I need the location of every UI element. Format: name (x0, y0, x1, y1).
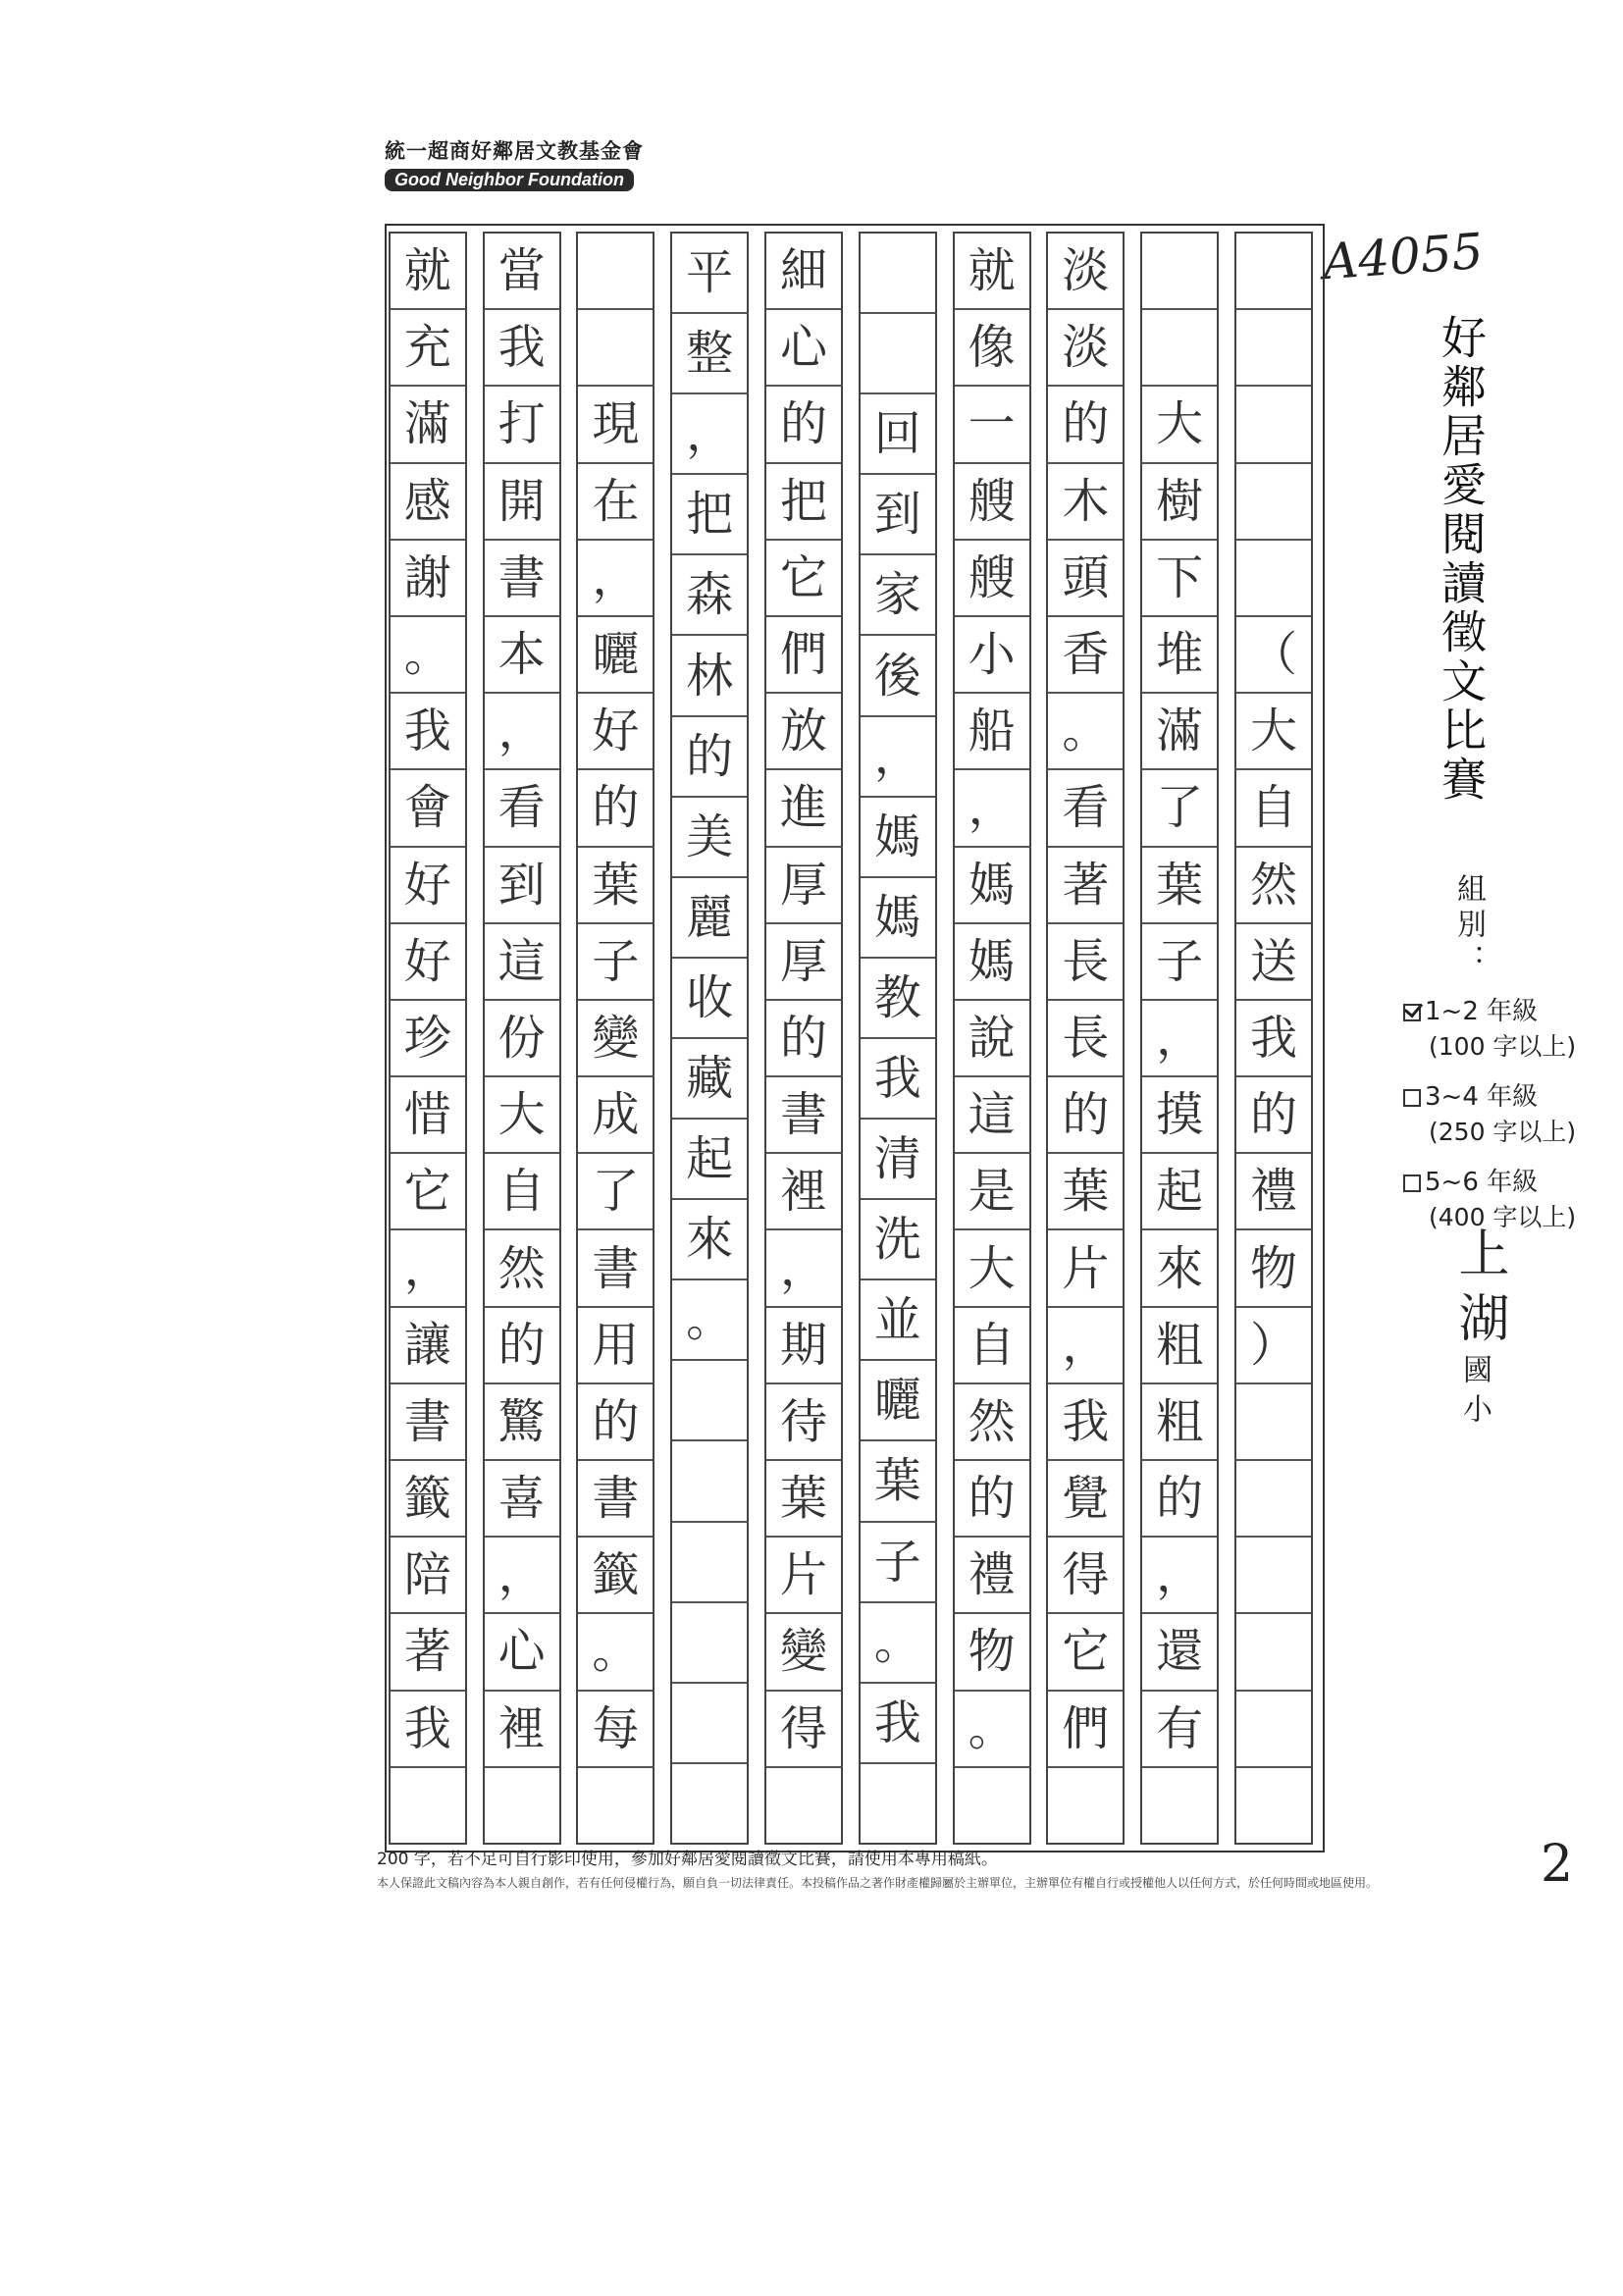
checkbox-icon (1403, 1004, 1421, 1021)
grid-cell: 書 (391, 1384, 465, 1461)
grid-cell: ， (766, 1230, 841, 1307)
grid-cell: 份 (485, 1001, 559, 1077)
grid-cell: 讓 (391, 1308, 465, 1384)
grid-cell (861, 1764, 935, 1843)
grid-cell: 開 (485, 464, 559, 541)
grid-column (859, 232, 937, 1845)
grid-cell (1236, 1768, 1311, 1843)
grid-column (483, 232, 561, 1845)
grid-cell: 送 (1236, 924, 1311, 1001)
grid-cell: 籤 (578, 1538, 653, 1614)
grid-cell: 長 (1048, 924, 1123, 1001)
grid-cell: 覺 (1048, 1461, 1123, 1538)
grid-cell: 裡 (766, 1154, 841, 1230)
grid-cell: 葉 (578, 848, 653, 924)
grid-cell: 自 (485, 1154, 559, 1230)
grid-cell: 謝 (391, 541, 465, 617)
grid-column (1046, 232, 1125, 1845)
grid-cell: 林 (672, 636, 747, 716)
grid-cell (672, 1684, 747, 1764)
grid-cell: 它 (391, 1154, 465, 1230)
grid-cell: 然 (1236, 848, 1311, 924)
grid-cell: 粗 (1142, 1384, 1217, 1461)
grid-cell: 媽 (861, 878, 935, 959)
grid-cell: 得 (766, 1692, 841, 1768)
grid-cell: 打 (485, 387, 559, 463)
grid-cell: 片 (1048, 1230, 1123, 1307)
grid-cell: 一 (955, 387, 1029, 463)
grid-cell: 現 (578, 387, 653, 463)
grade-options (1403, 991, 1599, 1247)
grid-cell: 我 (391, 1692, 465, 1768)
grid-column (764, 232, 843, 1845)
grid-cell: 心 (766, 310, 841, 387)
grid-cell (1236, 234, 1311, 310)
grid-cell: 大 (1142, 387, 1217, 463)
grid-cell: 自 (1236, 770, 1311, 847)
grid-cell: 美 (672, 798, 747, 878)
grid-cell: ， (1142, 1538, 1217, 1614)
grid-cell: 驚 (485, 1384, 559, 1461)
grid-cell: 來 (672, 1200, 747, 1280)
grid-cell: 變 (578, 1001, 653, 1077)
grid-cell: 回 (861, 394, 935, 475)
grid-cell (1236, 1384, 1311, 1461)
grid-column (576, 232, 654, 1845)
grid-cell: 洗 (861, 1200, 935, 1280)
grid-cell: 書 (485, 541, 559, 617)
grid-cell: 物 (1236, 1230, 1311, 1307)
grid-cell: 的 (1048, 387, 1123, 463)
grid-cell: 淡 (1048, 310, 1123, 387)
grid-cell: 我 (861, 1684, 935, 1764)
grid-cell: 媽 (861, 798, 935, 878)
grid-cell: 厚 (766, 848, 841, 924)
grid-cell: 清 (861, 1120, 935, 1200)
grade-label: 1~2 年級 (1425, 997, 1539, 1026)
grid-cell: 把 (766, 464, 841, 541)
grid-cell: 好 (391, 848, 465, 924)
grid-cell (766, 1768, 841, 1843)
grid-cell: 到 (861, 475, 935, 555)
grid-cell: 我 (1048, 1384, 1123, 1461)
grid-column (953, 232, 1031, 1845)
grid-cell: 裡 (485, 1692, 559, 1768)
grid-cell: 厚 (766, 924, 841, 1001)
grid-cell: 這 (485, 924, 559, 1001)
grid-cell: 有 (1142, 1692, 1217, 1768)
grade-note: (400 字以上) (1429, 1203, 1577, 1231)
grid-cell: 把 (672, 475, 747, 555)
grade-option-1-2 (1403, 991, 1599, 1063)
grid-cell: 在 (578, 464, 653, 541)
grid-cell (1142, 1768, 1217, 1843)
grid-cell (391, 1768, 465, 1843)
grid-cell (578, 310, 653, 387)
grid-cell: ， (672, 394, 747, 475)
grid-cell: ， (578, 541, 653, 617)
grid-cell: ， (391, 1230, 465, 1307)
grid-cell: 片 (766, 1538, 841, 1614)
grid-cell: 是 (955, 1154, 1029, 1230)
contest-title: 好鄰居愛閱讀徵文比賽 (1435, 314, 1488, 805)
grid-cell: 木 (1048, 464, 1123, 541)
grid-cell: 大 (485, 1077, 559, 1154)
checkbox-icon (1403, 1089, 1421, 1107)
grid-cell (1236, 1692, 1311, 1768)
grid-cell: 葉 (861, 1441, 935, 1522)
grid-cell (578, 234, 653, 310)
grid-cell: 珍 (391, 1001, 465, 1077)
grid-cell: 的 (1142, 1461, 1217, 1538)
grid-cell (672, 1361, 747, 1441)
grid-cell: 然 (955, 1384, 1029, 1461)
grid-cell: 自 (955, 1308, 1029, 1384)
grid-column (1140, 232, 1219, 1845)
grid-cell: （ (1236, 617, 1311, 694)
grid-cell (1236, 1538, 1311, 1614)
grid-cell: 當 (485, 234, 559, 310)
grid-cell: 葉 (1142, 848, 1217, 924)
grid-cell: 我 (391, 694, 465, 770)
grid-cell: 子 (861, 1523, 935, 1603)
entry-id: A4055 (1321, 222, 1486, 291)
grid-cell: 本 (485, 617, 559, 694)
grid-cell: 香 (1048, 617, 1123, 694)
grid-cell: 來 (1142, 1230, 1217, 1307)
footer-note: 200 字，若不足可自行影印使用，參加好鄰居愛閱讀徵文比賽，請使用本專用稿紙。 (377, 1850, 998, 1869)
grade-label: 3~4 年級 (1425, 1082, 1539, 1112)
grid-cell: 然 (485, 1230, 559, 1307)
grid-cell: 著 (1048, 848, 1123, 924)
grid-cell: 細 (766, 234, 841, 310)
grid-cell: 葉 (1048, 1154, 1123, 1230)
grid-cell: 我 (861, 1039, 935, 1120)
foundation-name-zh: 統一超商好鄰居文教基金會 (385, 139, 644, 163)
grid-cell: 小 (955, 617, 1029, 694)
grid-cell: 。 (1048, 694, 1123, 770)
grid-cell: 禮 (955, 1538, 1029, 1614)
grid-cell: 媽 (955, 924, 1029, 1001)
grid-cell: 我 (1236, 1001, 1311, 1077)
grid-cell: 它 (1048, 1614, 1123, 1691)
grid-cell (1048, 1768, 1123, 1843)
grid-cell (861, 314, 935, 394)
grid-cell: 子 (578, 924, 653, 1001)
grid-cell: 堆 (1142, 617, 1217, 694)
grid-cell: 艘 (955, 541, 1029, 617)
manuscript-grid (385, 224, 1325, 1852)
grid-cell: 了 (1142, 770, 1217, 847)
grid-cell: 大 (955, 1230, 1029, 1307)
grid-cell: 下 (1142, 541, 1217, 617)
grid-cell: 到 (485, 848, 559, 924)
grid-cell (672, 1764, 747, 1843)
grid-column (670, 232, 749, 1845)
grid-cell: 變 (766, 1614, 841, 1691)
grid-cell: 說 (955, 1001, 1029, 1077)
grid-cell: ， (1048, 1308, 1123, 1384)
grid-column (389, 232, 467, 1845)
grid-cell: 麗 (672, 878, 747, 959)
grid-cell: 的 (955, 1461, 1029, 1538)
grade-label: 5~6 年級 (1425, 1168, 1539, 1197)
grid-cell: 們 (1048, 1692, 1123, 1768)
grid-cell: 書 (766, 1077, 841, 1154)
grid-cell: 起 (1142, 1154, 1217, 1230)
grid-cell: 陪 (391, 1538, 465, 1614)
grid-cell: 子 (1142, 924, 1217, 1001)
grid-cell: 用 (578, 1308, 653, 1384)
grid-cell: 充 (391, 310, 465, 387)
grid-cell: 籤 (391, 1461, 465, 1538)
group-label: 組別： (1451, 873, 1486, 979)
grid-cell: 像 (955, 310, 1029, 387)
grade-note: (250 字以上) (1429, 1118, 1577, 1146)
grid-cell: 媽 (955, 848, 1029, 924)
grid-cell (578, 1768, 653, 1843)
foundation-logo (385, 135, 659, 191)
grid-cell: 艘 (955, 464, 1029, 541)
grade-option-3-4 (1403, 1076, 1599, 1148)
grid-cell: 心 (485, 1614, 559, 1691)
grid-cell: 還 (1142, 1614, 1217, 1691)
grid-cell: 樹 (1142, 464, 1217, 541)
grid-cell: 起 (672, 1120, 747, 1200)
grid-cell: 待 (766, 1384, 841, 1461)
grid-cell: 感 (391, 464, 465, 541)
grid-cell (1236, 541, 1311, 617)
grid-cell: 物 (955, 1614, 1029, 1691)
grid-cell: 看 (1048, 770, 1123, 847)
grid-cell: 的 (1048, 1077, 1123, 1154)
grid-cell: 這 (955, 1077, 1029, 1154)
grid-cell: 喜 (485, 1461, 559, 1538)
grid-cell: 期 (766, 1308, 841, 1384)
grid-cell: 我 (485, 310, 559, 387)
grid-cell: 森 (672, 555, 747, 636)
grid-cell: 它 (766, 541, 841, 617)
grid-cell: 惜 (391, 1077, 465, 1154)
grid-cell: 曬 (861, 1361, 935, 1441)
grid-cell (1236, 1461, 1311, 1538)
grid-cell: ， (485, 694, 559, 770)
grid-cell: 。 (391, 617, 465, 694)
school-name: 上湖 (1449, 1226, 1508, 1356)
grid-cell: 會 (391, 770, 465, 847)
grid-cell: 長 (1048, 1001, 1123, 1077)
grid-cell: 收 (672, 959, 747, 1039)
grid-cell: 。 (672, 1280, 747, 1361)
grid-cell: 的 (578, 770, 653, 847)
grid-cell: 的 (672, 717, 747, 798)
grid-cell: 進 (766, 770, 841, 847)
grid-cell: 們 (766, 617, 841, 694)
grid-cell: 大 (1236, 694, 1311, 770)
grid-cell: 每 (578, 1692, 653, 1768)
grid-cell (672, 1523, 747, 1603)
grid-cell: 並 (861, 1280, 935, 1361)
grid-cell: 的 (485, 1308, 559, 1384)
grid-cell: 葉 (766, 1461, 841, 1538)
grid-cell: 頭 (1048, 541, 1123, 617)
grid-cell: 放 (766, 694, 841, 770)
grade-note: (100 字以上) (1429, 1032, 1577, 1061)
grid-cell: 家 (861, 555, 935, 636)
grid-cell: 的 (766, 387, 841, 463)
grid-cell (1236, 310, 1311, 387)
grid-cell: ， (485, 1538, 559, 1614)
grid-cell (672, 1603, 747, 1684)
grid-cell: 教 (861, 959, 935, 1039)
grid-cell: 。 (955, 1692, 1029, 1768)
grid-cell: 後 (861, 636, 935, 716)
grid-cell (955, 1768, 1029, 1843)
grid-cell: 整 (672, 314, 747, 394)
grid-cell: 淡 (1048, 234, 1123, 310)
checkbox-icon (1403, 1174, 1421, 1192)
grid-cell: 的 (766, 1001, 841, 1077)
grid-cell: 藏 (672, 1039, 747, 1120)
grid-cell: 。 (578, 1614, 653, 1691)
grid-cell: 好 (391, 924, 465, 1001)
grid-cell (1236, 464, 1311, 541)
footer-fine-print: 本人保證此文稿內容為本人親自創作，若有任何侵權行為，願自負一切法律責任。本投稿作品之著作財產權歸屬於主辦單位，主辦單位有權自行或授權他人以任何方式，於任何時間或地區使用。 (377, 1876, 1379, 1890)
grid-cell: 。 (861, 1603, 935, 1684)
grid-cell: 看 (485, 770, 559, 847)
grid-cell: 平 (672, 234, 747, 314)
grid-cell: 書 (578, 1230, 653, 1307)
grid-cell: 滿 (391, 387, 465, 463)
grid-cell: ） (1236, 1308, 1311, 1384)
grid-cell: ， (861, 717, 935, 798)
grid-cell (672, 1441, 747, 1522)
grid-cell: 了 (578, 1154, 653, 1230)
grid-cell: 曬 (578, 617, 653, 694)
grid-column (1234, 232, 1313, 1845)
grid-cell: ， (1142, 1001, 1217, 1077)
grid-cell: 的 (1236, 1077, 1311, 1154)
grid-cell: 摸 (1142, 1077, 1217, 1154)
grade-option-5-6 (1403, 1162, 1599, 1233)
grid-cell: 書 (578, 1461, 653, 1538)
foundation-name-en: Good Neighbor Foundation (385, 169, 634, 191)
grid-cell: 滿 (1142, 694, 1217, 770)
grid-cell (861, 234, 935, 314)
page-number: 2 (1541, 1835, 1574, 1894)
grid-cell: 船 (955, 694, 1029, 770)
grid-cell: 的 (578, 1384, 653, 1461)
grid-cell (1236, 1614, 1311, 1691)
grid-cell (1142, 234, 1217, 310)
grid-cell: 得 (1048, 1538, 1123, 1614)
grid-cell (1236, 387, 1311, 463)
grid-cell (485, 1768, 559, 1843)
school-suffix: 國小 (1457, 1354, 1492, 1433)
grid-cell: 好 (578, 694, 653, 770)
grid-cell: 粗 (1142, 1308, 1217, 1384)
grid-cell: 禮 (1236, 1154, 1311, 1230)
grid-cell: 成 (578, 1077, 653, 1154)
grid-cell: ， (955, 770, 1029, 847)
grid-cell: 就 (391, 234, 465, 310)
grid-cell: 著 (391, 1614, 465, 1691)
grid-cell (1142, 310, 1217, 387)
grid-cell: 就 (955, 234, 1029, 310)
